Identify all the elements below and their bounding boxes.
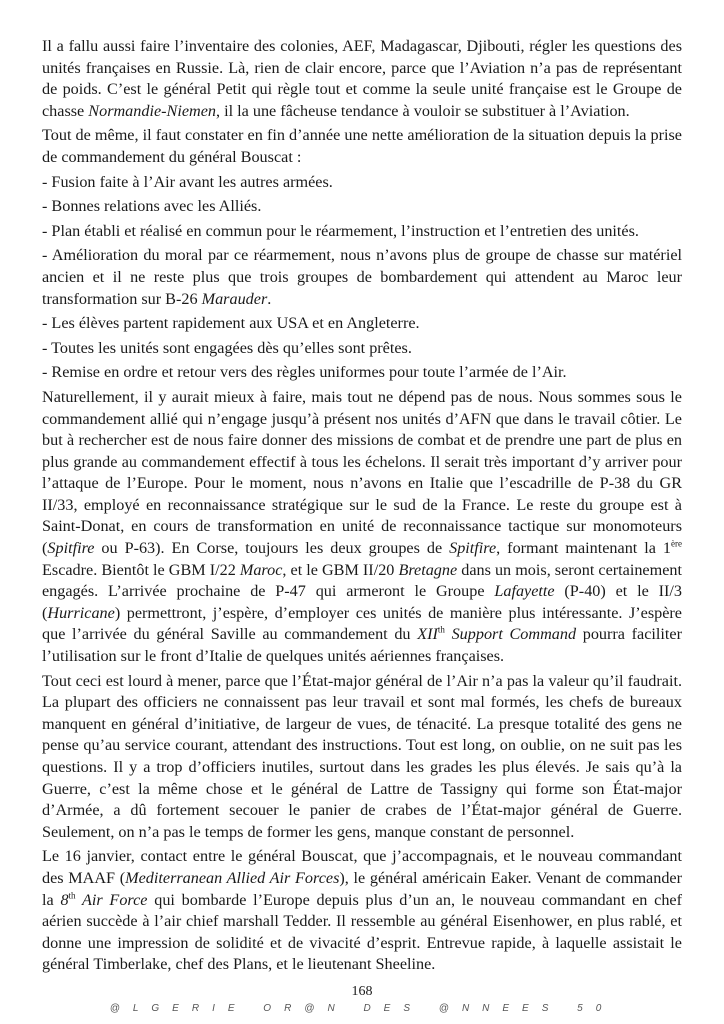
page-body bbox=[42, 36, 682, 979]
paragraph-2: Tout de même, il faut constater en fin d’année une nette amélioration de la situation depuis la prise de commandement du général Bouscat : bbox=[42, 126, 682, 166]
list-item: - Plan établi et réalisé en commun pour le réarmement, l’instruction et l’entretien des unités. bbox=[42, 221, 639, 240]
paragraph-3: Naturellement, il y aurait mieux à faire, mais tout ne dépend pas de nous. Nous sommes sous le commandement allié qui n’engage jusqu’à présent nos unités d’AFN que dans le travail côtier. Le but à rechercher est de nous faire donner des missions de combat et de prendre une part de plus en plus grande au commandement effectif à tous les échelons. Il serait très important d’y arriver pour l’attaque de l’Europe. Pour le moment, nous n’avons en Italie que l’escadrille de P-38 du GR II/33, employé en reconnaissance stratégique sur le sud de la France. Le reste du groupe est à Saint-Donat, en cours de transformation en unité de reconnaissance tactique sur monomoteurs (Spitfire ou P-63). En Corse, toujours les deux groupes de Spitfire, formant maintenant la 1ère Escadre. Bientôt le GBM I/22 Maroc, et le GBM II/20 Bretagne dans un mois, seront certainement engagés. L’arrivée prochaine de P-47 qui armeront le Groupe Lafayette (P-40) et le II/3 (Hurricane) permettront, j’espère, d’employer ces unités de manière plus intéressante. J’espère que l’arrivée du général Saville au commandement du XIIth Support Command pourra faciliter l’utilisation sur le front d’Italie de quelques unités aériennes françaises. bbox=[42, 387, 682, 666]
paragraph-4: Tout ceci est lourd à mener, parce que l’État-major général de l’Air n’a pas la valeur qu’il faudrait. La plupart des officiers ne connaissent pas leur travail et sont mal formés, les chefs de bureaux manquent en général d’initiative, de largeur de vues, de ténacité. La presque totalité des gens ne pense qu’au service courant, attendant des instructions. Tout est long, on oublie, on ne suit pas les questions. Il y a trop d’officiers inutiles, surtout dans les grades les plus élevés. Je sais qu’à la Guerre, c’est la même chose et le général de Lattre de Tassigny qui forme son État-major d’Armée, a dû fortement secouer le panier de crabes de l’État-major général de Guerre. Seulement, on n’a pas le temps de former les gens, manque constant de personnel. bbox=[42, 671, 682, 841]
list-item: - Bonnes relations avec les Alliés. bbox=[42, 197, 262, 216]
list-item: - Remise en ordre et retour vers des règles uniformes pour toute l’armée de l’Air. bbox=[42, 363, 567, 382]
page-number: 168 bbox=[351, 984, 373, 999]
footer-watermark: @LGERIE OR@N DES @NNEES 50 bbox=[109, 1003, 615, 1014]
list-item: - Les élèves partent rapidement aux USA et en Angleterre. bbox=[42, 314, 420, 333]
list-item: - Fusion faite à l’Air avant les autres armées. bbox=[42, 172, 333, 191]
paragraph-1: Il a fallu aussi faire l’inventaire des colonies, AEF, Madagascar, Djibouti, régler les questions des unités françaises en Russie. Là, rien de clair encore, parce que l’Aviation n’a pas de représentant de poids. C’est le général Petit qui règle tout et comme la seule unité française est le Groupe de chasse Normandie-Niemen, il la une fâcheuse tendance à vouloir se substituer à l’Aviation. bbox=[42, 37, 682, 120]
paragraph-5: Le 16 janvier, contact entre le général Bouscat, que j’accompagnais, et le nouveau commandant des MAAF (Mediterranean Allied Air Forces), le général américain Eaker. Venant de commander la 8th Air Force qui bombarde l’Europe depuis plus d’un an, le nouveau commandant en chef aérien succède à l’air chief marshall Tedder. Il ressemble au général Eisenhower, en plus rablé, et donne une impression de solidité et de vivacité d’esprit. Entrevue rapide, à laquelle assistait le général Timberlake, chef des Plans, et le lieutenant Sheeline. bbox=[42, 847, 682, 974]
list-item: - Amélioration du moral par ce réarmement, nous n’avons plus de groupe de chasse sur matériel ancien et il ne reste plus que trois groupes de bombardement qui attendent au Maroc leur transformation sur B-26 Marauder. bbox=[42, 246, 682, 308]
list-item: - Toutes les unités sont engagées dès qu’elles sont prêtes. bbox=[42, 338, 412, 357]
